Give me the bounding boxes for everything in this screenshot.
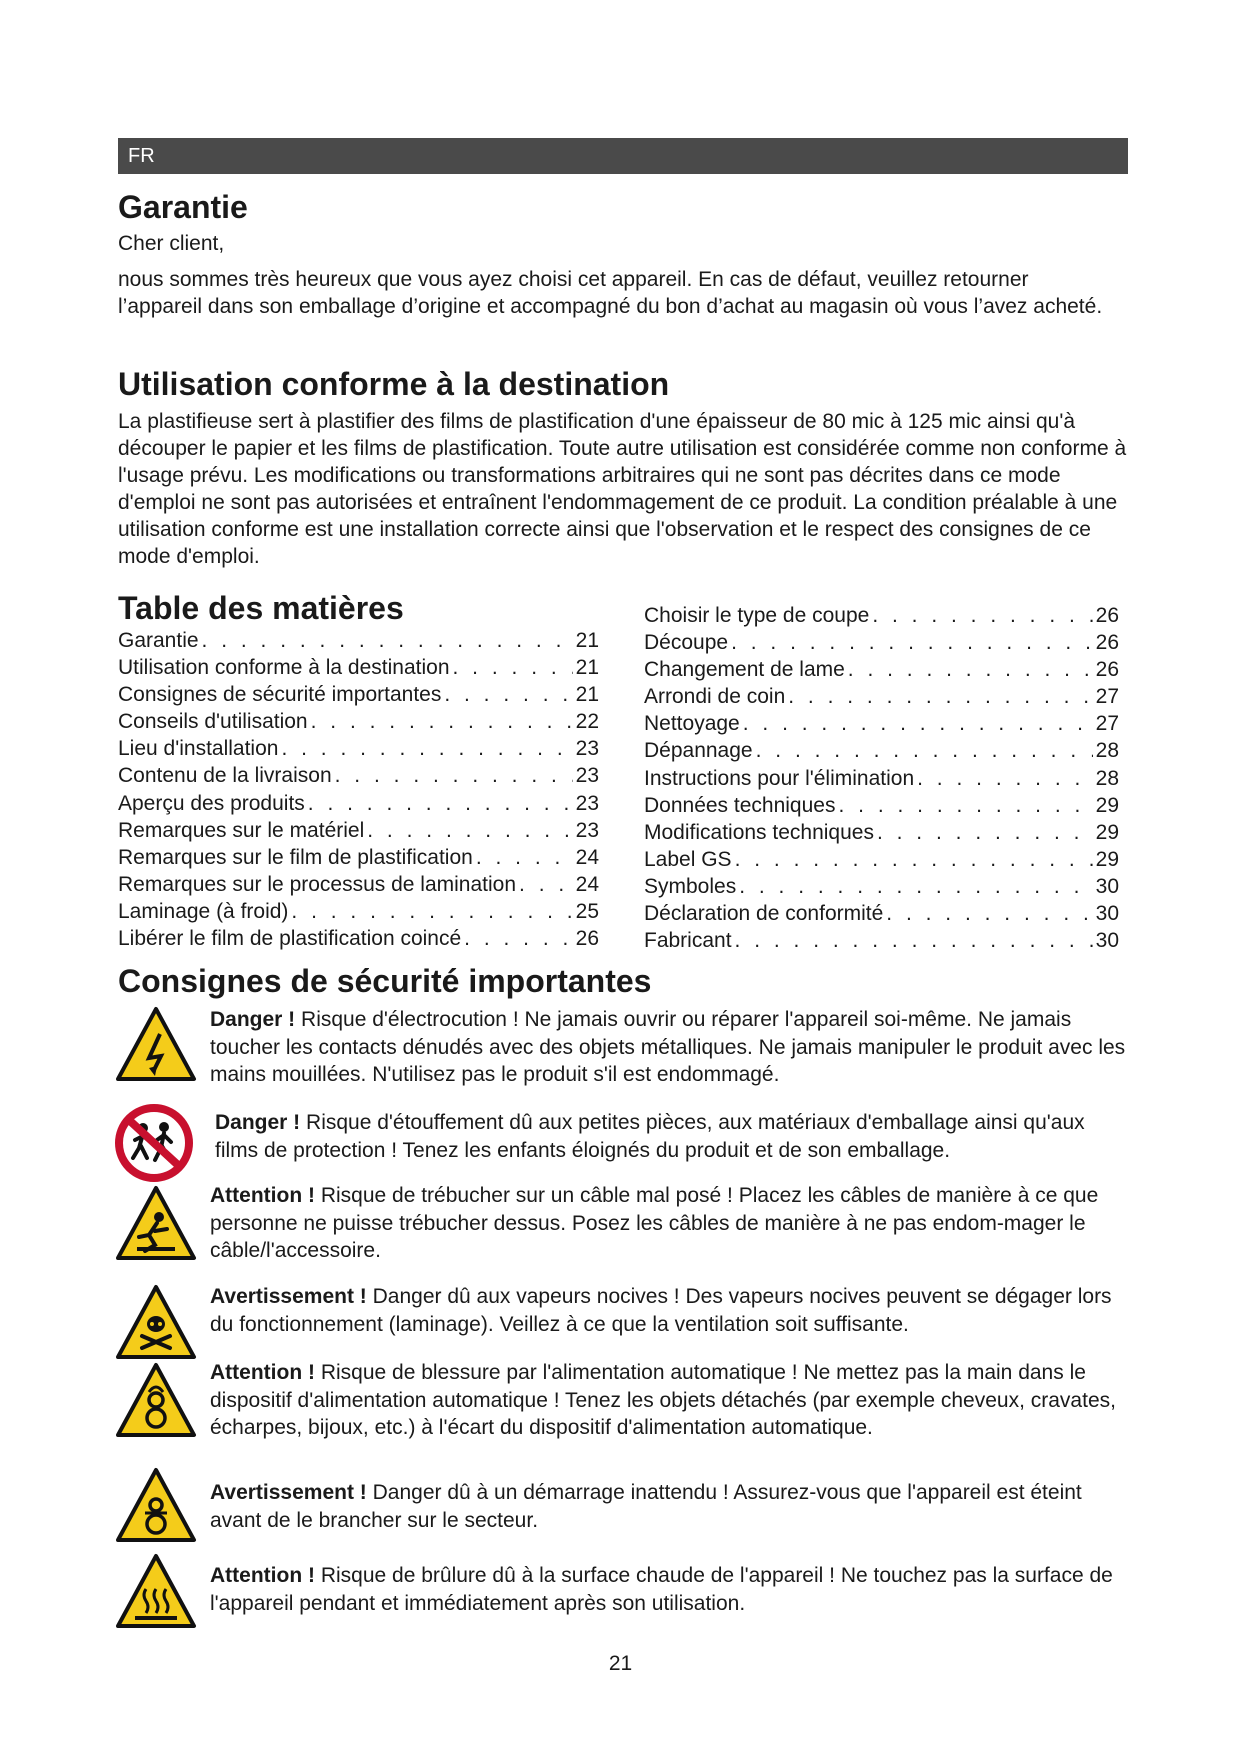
warning-label: Avertissement !: [210, 1481, 367, 1504]
language-code: FR: [128, 145, 155, 167]
toc-entry[interactable]: Déclaration de conformité . . . 30: [644, 900, 1119, 927]
automatic-feed-warning-icon: [115, 1362, 197, 1438]
toc-heading: Table des matières: [118, 590, 404, 626]
toc-entry[interactable]: Conseils d'utilisation . . . 22: [118, 708, 599, 735]
warning-text: Attention ! Risque de brûlure dû à la surface chaude de l'appareil ! Ne touchez pas la surface de l'appareil pendant et immédiatement après son utilisation.: [210, 1564, 1113, 1615]
toc-entry[interactable]: Symboles . . . 30: [644, 873, 1119, 900]
warning-label: Danger !: [210, 1008, 296, 1031]
toc-entry[interactable]: Garantie . . . 21: [118, 627, 599, 654]
warning-text: Attention ! Risque de trébucher sur un câble mal posé ! Placez les câbles de manière à ce que personne ne puisse trébucher dessus. Posez les câbles de manière à ne pas endom-mager le câble/l'accessoire.: [210, 1184, 1099, 1262]
warning-text: Attention ! Risque de blessure par l'alimentation automatique ! Ne mettez pas la main dans le dispositif d'alimentation automatique ! Tenez les objets détachés (par exemple cheveux, cravates, écharpes, bijoux, etc.) à l'écart du dispositif d'alimentation automatique.: [210, 1361, 1116, 1439]
warning-label: Danger !: [215, 1111, 301, 1134]
guarantee-greeting: Cher client,: [118, 232, 225, 255]
toxic-skull-warning-icon: [115, 1284, 197, 1360]
toc-entry[interactable]: Modifications techniques . . . 29: [644, 819, 1119, 846]
intended-use-heading: Utilisation conforme à la destination: [118, 366, 670, 402]
toc-entry[interactable]: Utilisation conforme à la destination . . . 21: [118, 654, 599, 681]
toc-entry[interactable]: Choisir le type de coupe . . . 26: [644, 602, 1119, 629]
warning-label: Avertissement !: [210, 1285, 367, 1308]
tripping-hazard-warning-icon: [115, 1185, 197, 1261]
toc-entry[interactable]: Label GS . . . 29: [644, 846, 1119, 873]
warning-text: Avertissement ! Danger dû à un démarrage inattendu ! Assurez-vous que l'appareil est éteint avant de le brancher sur le secteur.: [210, 1481, 1082, 1532]
toc-entry[interactable]: Libérer le film de plastification coincé . . . 26: [118, 925, 599, 952]
toc-entry[interactable]: Dépannage . . . 28: [644, 737, 1119, 764]
hot-surface-warning-icon: [115, 1553, 197, 1629]
toc-entry[interactable]: Lieu d'installation . . . 23: [118, 735, 599, 762]
warning-text: Danger ! Risque d'électrocution ! Ne jamais ouvrir ou réparer l'appareil soi-même. Ne jamais toucher les contacts dénudés avec des objets métalliques. Ne jamais manipuler le produit avec les mains mouillées. N'utilisez pas le produit s'il est endommagé.: [210, 1008, 1126, 1086]
warning-label: Attention !: [210, 1184, 315, 1207]
toc-entry[interactable]: Données techniques . . . 29: [644, 792, 1119, 819]
no-children-prohibition-icon: [113, 1102, 195, 1184]
toc-entry[interactable]: Fabricant . . . 30: [644, 927, 1119, 954]
toc-entry[interactable]: Consignes de sécurité importantes . . . 21: [118, 681, 599, 708]
toc-entry[interactable]: Laminage (à froid) . . . 25: [118, 898, 599, 925]
intended-use-body: La plastifieuse sert à plastifier des films de plastification d'une épaisseur de 80 mic à 125 mic ainsi qu'à découper le papier et les films de plastification. Toute autre utilisation est considérée comme non conforme à l'usage prévu. Les modifications ou transformations arbitraires qui ne sont pas décrites dans ce mode d'emploi ne sont pas autorisées et entraînent l'endommagement de ce produit. La condition préalable à une utilisation conforme est une installation correcte ainsi que l'observation et le respect des consignes de ce mode d'emploi.: [118, 410, 1127, 568]
warning-text: Danger ! Risque d'étouffement dû aux petites pièces, aux matériaux d'emballage ainsi qu'aux films de protection ! Tenez les enfants éloignés du produit et de son emballage.: [215, 1111, 1085, 1162]
toc-entry[interactable]: Instructions pour l'élimination . . . 28: [644, 765, 1119, 792]
guarantee-body: nous sommes très heureux que vous ayez choisi cet appareil. En cas de défaut, veuillez retourner l’appareil dans son emballage d’origine et accompagné du bon d’achat au magasin où vous l’avez acheté.: [118, 268, 1103, 318]
toc-entry[interactable]: Arrondi de coin . . . 27: [644, 683, 1119, 710]
toc-entry[interactable]: Aperçu des produits . . . 23: [118, 790, 599, 817]
toc-entry[interactable]: Contenu de la livraison . . . 23: [118, 762, 599, 789]
warning-text: Avertissement ! Danger dû aux vapeurs nocives ! Des vapeurs nocives peuvent se dégager lors du fonctionnement (laminage). Veillez à ce que la ventilation soit suffisante.: [210, 1285, 1112, 1336]
toc-right-column: [644, 602, 1119, 954]
toc-left-column: [118, 627, 599, 952]
guarantee-heading: Garantie: [118, 189, 248, 225]
toc-entry[interactable]: Remarques sur le film de plastification . . . 24: [118, 844, 599, 871]
page-number: 21: [608, 1652, 633, 1675]
toc-entry[interactable]: Remarques sur le processus de lamination . . . 24: [118, 871, 599, 898]
electric-shock-warning-icon: [115, 1006, 197, 1082]
language-header-bar: [118, 138, 1128, 174]
toc-entry[interactable]: Nettoyage . . . 27: [644, 710, 1119, 737]
unexpected-start-warning-icon: [115, 1467, 197, 1543]
toc-entry[interactable]: Remarques sur le matériel . . . 23: [118, 817, 599, 844]
warning-label: Attention !: [210, 1564, 315, 1587]
toc-entry[interactable]: Découpe . . . 26: [644, 629, 1119, 656]
safety-heading: Consignes de sécurité importantes: [118, 963, 652, 999]
warning-label: Attention !: [210, 1361, 315, 1384]
toc-entry[interactable]: Changement de lame . . . 26: [644, 656, 1119, 683]
